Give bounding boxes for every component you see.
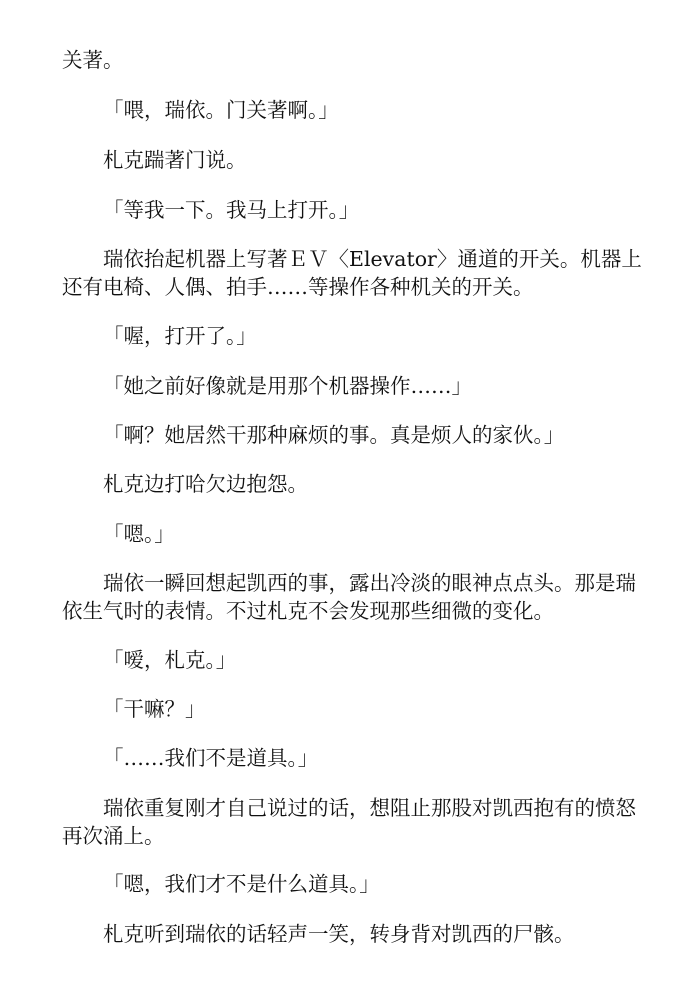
paragraph-dialogue: 「喔，打开了。」: [103, 324, 257, 348]
paragraph-continuation: 关著。: [62, 48, 124, 72]
paragraph-dialogue: 「嗯。」: [103, 522, 175, 546]
paragraph-narration: 札克听到瑞依的话轻声一笑，转身背对凯西的尸骸。: [103, 922, 575, 946]
paragraph-dialogue: 「干嘛？」: [103, 697, 206, 721]
paragraph-narration: 瑞依一瞬回想起凯西的事，露出冷淡的眼神点点头。那是瑞依生气时的表情。不过札克不会发现那些细微的变化。: [62, 571, 636, 623]
paragraph-dialogue: 「嗳，札克。」: [103, 648, 237, 672]
paragraph-dialogue: 「啊？她居然干那种麻烦的事。真是烦人的家伙。」: [103, 423, 565, 447]
paragraph-dialogue: 「……我们不是道具。」: [103, 746, 319, 770]
paragraph-dialogue: 「喂，瑞依。门关著啊。」: [103, 98, 339, 122]
paragraph-dialogue: 「她之前好像就是用那个机器操作……」: [103, 374, 472, 398]
paragraph-dialogue: 「等我一下。我马上打开。」: [103, 198, 360, 222]
paragraph-dialogue: 「嗯，我们才不是什么道具。」: [103, 872, 380, 896]
paragraph-narration: 瑞依抬起机器上写著ＥＶ〈Elevator〉通道的开关。机器上还有电椅、人偶、拍手……等操作各种机关的开关。: [62, 247, 642, 299]
paragraph-narration: 札克边打哈欠边抱怨。: [103, 472, 308, 496]
paragraph-narration: 札克踹著门说。: [103, 148, 247, 172]
paragraph-narration: 瑞依重复刚才自己说过的话，想阻止那股对凯西抱有的愤怒再次涌上。: [62, 796, 636, 848]
